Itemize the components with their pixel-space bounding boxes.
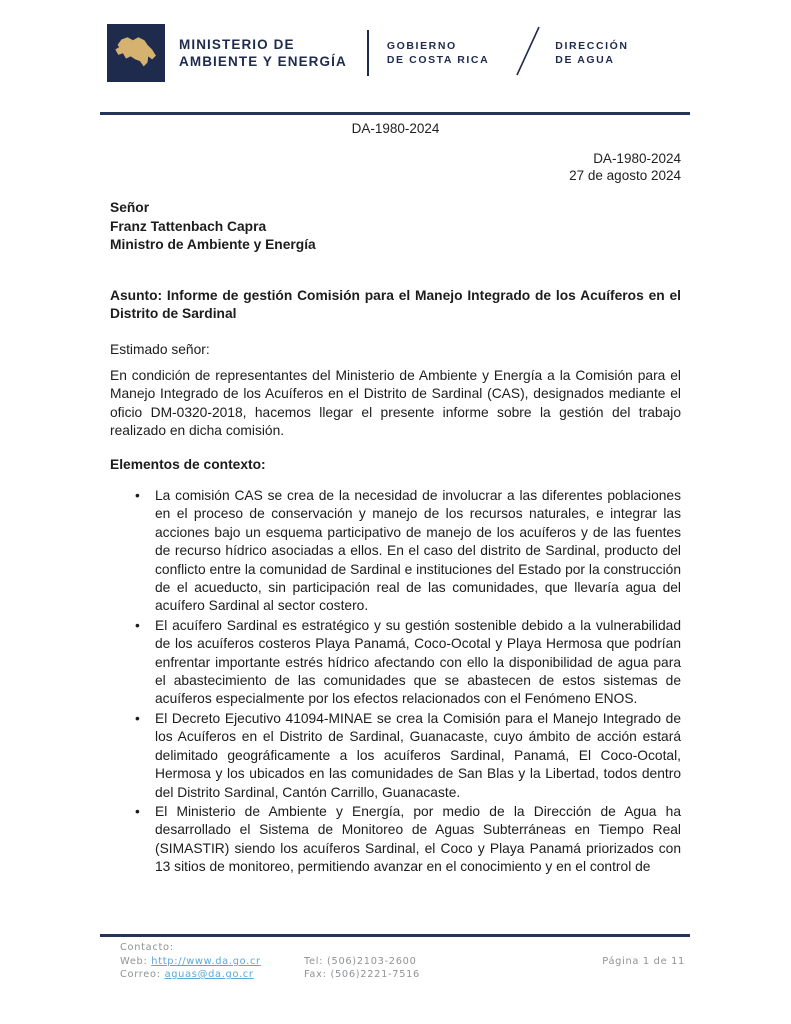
- direction-label-line1: DIRECCIÓN: [555, 40, 629, 52]
- email-label: Correo:: [120, 969, 161, 980]
- recipient-honorific: Señor: [110, 200, 150, 215]
- direction-label-line2: DE AGUA: [555, 54, 615, 66]
- bullet-icon: •: [135, 803, 140, 819]
- bullet-list: [110, 487, 681, 878]
- email-link[interactable]: aguas@da.go.cr: [164, 969, 254, 980]
- contact-label: Contacto:: [120, 942, 174, 953]
- direction-label: [555, 39, 628, 67]
- document-number-centered: DA-1980-2024: [351, 121, 440, 136]
- costa-rica-map-icon: [113, 33, 159, 74]
- recipient-block: [110, 199, 681, 255]
- bullet-text: El Ministerio de Ambiente y Energía, por medio de la Dirección de Agua ha desarrollado el Sistema de Monitoreo de Aguas Subterráneas en Tiempo Real (SIMASTIR) siendo los acuíferos Sardinal, el Coco y Playa Panamá priorizados con 13 sitios de monitoreo, permitiendo avanzar en el conocimiento y en el control de: [155, 803, 681, 875]
- intro-paragraph: En condición de representantes del Ministerio de Ambiente y Energía a la Comisión para el Manejo Integrado de los Acuíferos en el Distrito de Sardinal (CAS), designados mediante el oficio DM-0320-2018, hacemos llegar el presente informe sobre la gestión del trabajo realizado en dicha comisión.: [110, 368, 681, 439]
- bullet-text: El acuífero Sardinal es estratégico y su gestión sostenible debido a la vulnerabilidad de los acuíferos costeros Playa Panamá, Coco-Ocotal y Playa Hermosa que podrían enfrentar importante estrés hídrico afectando con ello la disponibilidad de agua para el abastecimiento de las comunidades que se abastecen de estos sistemas de acuíferos especialmente por los efectos relacionados con el Fenómeno ENOS.: [155, 617, 681, 707]
- web-line: [120, 955, 290, 969]
- page-indicator: Página 1 de 11: [602, 955, 685, 967]
- document-date: 27 de agosto 2024: [569, 167, 681, 183]
- tel-line: Tel: (506)2103-2600: [304, 955, 417, 967]
- ministry-name-line2: AMBIENTE Y ENERGÍA: [179, 54, 347, 69]
- page-footer: [120, 941, 685, 982]
- greeting: Estimado señor:: [110, 342, 210, 357]
- recipient-name: Franz Tattenbach Capra: [110, 218, 267, 234]
- section-heading: Elementos de contexto:: [110, 457, 266, 472]
- header-rule: [100, 112, 690, 115]
- letterhead: [107, 24, 629, 82]
- reference-number: DA-1980-2024: [593, 151, 681, 166]
- reference-block: [110, 151, 681, 184]
- ministry-logo: [107, 24, 165, 82]
- web-label: Web:: [120, 955, 148, 967]
- fax-line: Fax: (506)2221-7516: [304, 969, 420, 980]
- vertical-divider: [367, 30, 369, 76]
- recipient-title: Ministro de Ambiente y Energía: [110, 237, 316, 252]
- website-link[interactable]: http://www.da.go.cr: [151, 955, 261, 967]
- list-item: [110, 617, 681, 709]
- government-label: [387, 39, 489, 67]
- ministry-name: [179, 36, 347, 70]
- bullet-icon: •: [135, 710, 140, 726]
- list-item: [110, 487, 681, 616]
- list-item: [110, 710, 681, 802]
- ministry-name-line1: MINISTERIO DE: [179, 37, 295, 52]
- bullet-text: La comisión CAS se crea de la necesidad de involucrar a las diferentes poblaciones en el proceso de conservación y manejo de los recursos naturales, e integrar las acciones bajo un esquema participativo de manejo de los acuíferos y de las fuentes de recurso hídrico asociadas a ellos. En el caso del distrito de Sardinal, producto del conflicto entre la comunidad de Sardinal e instituciones del Estado por la construcción de el acueducto, sin participación real de las comunidades, que llevaría agua del acuífero Sardinal al sector costero.: [155, 488, 681, 614]
- government-label-line1: GOBIERNO: [386, 40, 457, 52]
- subject-line: Asunto: Informe de gestión Comisión para el Manejo Integrado de los Acuíferos en el Distrito de Sardinal: [110, 288, 681, 322]
- email-line: [120, 968, 290, 982]
- bullet-icon: •: [135, 617, 140, 633]
- bullet-icon: •: [135, 488, 140, 503]
- list-item: [110, 803, 681, 877]
- government-label-line2: DE COSTA RICA: [386, 54, 490, 66]
- slash-divider-icon: [515, 25, 541, 82]
- contact-block: [120, 941, 420, 982]
- bullet-text: El Decreto Ejecutivo 41094-MINAE se crea la Comisión para el Manejo Integrado de los Acuíferos en el Distrito de Sardinal, Guanacaste, cuyo ámbito de acción estará delimitado geográficamente a los acuíferos Sardinal, Panamá, El Coco-Ocotal, Hermosa y los ubicados en las comunidades de San Blas y la Libertad, todos dentro del Distrito Sardinal, Cantón Carrillo, Guanacaste.: [155, 710, 681, 800]
- footer-rule: [100, 934, 690, 937]
